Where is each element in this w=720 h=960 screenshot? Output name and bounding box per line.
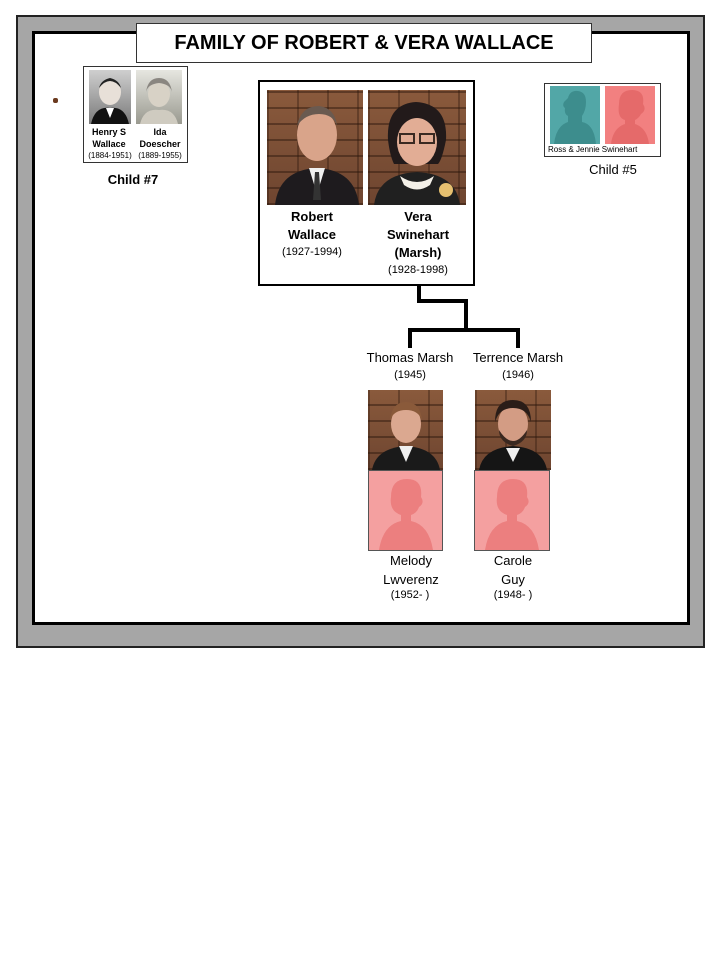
- vera-name-line2: Swinehart: [386, 227, 450, 242]
- henry-years: (1884-1951): [88, 151, 132, 160]
- vera-years: (1928-1998): [388, 264, 448, 276]
- connector-elbow: [417, 299, 468, 303]
- robert-wallace-photo: [267, 90, 363, 205]
- terrence-marsh-photo: [475, 390, 551, 470]
- child-1-spouse-name: [356, 551, 466, 589]
- vera-name-line3: (Marsh): [394, 245, 442, 260]
- melody-name-line2: Lwverenz: [383, 572, 439, 587]
- melody-name-line1: Melody: [390, 553, 432, 568]
- ida-doescher-photo: [136, 70, 182, 124]
- jennie-silhouette-icon: [605, 86, 655, 144]
- child-2-spouse-name: [458, 551, 568, 589]
- vera-name: [368, 208, 468, 262]
- child-2-spouse-years: (1948- ): [493, 589, 533, 601]
- ross-silhouette-icon: [550, 86, 600, 144]
- thomas-marsh-photo: [368, 390, 443, 470]
- connector-horizontal: [408, 328, 520, 332]
- carole-name-line1: Carole: [493, 553, 533, 568]
- page-title: FAMILY OF ROBERT & VERA WALLACE: [136, 23, 592, 63]
- connector-right-drop: [516, 328, 520, 348]
- ida-years: (1889-1955): [138, 151, 182, 160]
- henry-wallace-photo: [89, 70, 131, 124]
- ida-name-line1: Ida: [153, 127, 167, 137]
- child-2-years: (1946): [502, 369, 534, 381]
- henry-name-line2: Wallace: [92, 139, 126, 149]
- vera-name-line1: Vera: [404, 209, 432, 224]
- robert-name-line2: Wallace: [288, 227, 336, 242]
- robert-name-line1: Robert: [291, 209, 333, 224]
- ida-name-line2: Doescher: [139, 139, 181, 149]
- child-2-name: Terrence Marsh: [472, 350, 564, 365]
- robert-years: (1927-1994): [282, 246, 342, 258]
- carole-name-line2: Guy: [501, 572, 525, 587]
- melody-silhouette-icon: [368, 470, 443, 551]
- robert-name: [262, 208, 362, 244]
- child-1-name: Thomas Marsh: [366, 350, 454, 365]
- connector-stem: [464, 299, 468, 330]
- decorative-mark: [53, 98, 58, 103]
- right-parents-caption: Ross & Jennie Swinehart: [548, 145, 638, 154]
- right-child-label: Child #5: [589, 162, 637, 177]
- left-child-label: Child #7: [107, 172, 159, 187]
- henry-name-line1: Henry S: [91, 127, 126, 137]
- connector-left-drop: [408, 328, 412, 348]
- henry-name: [86, 126, 132, 150]
- child-1-spouse-years: (1952- ): [390, 589, 430, 601]
- child-1-years: (1945): [394, 369, 426, 381]
- carole-silhouette-icon: [474, 470, 550, 551]
- ida-name: [136, 126, 184, 150]
- vera-swinehart-photo: [368, 90, 466, 205]
